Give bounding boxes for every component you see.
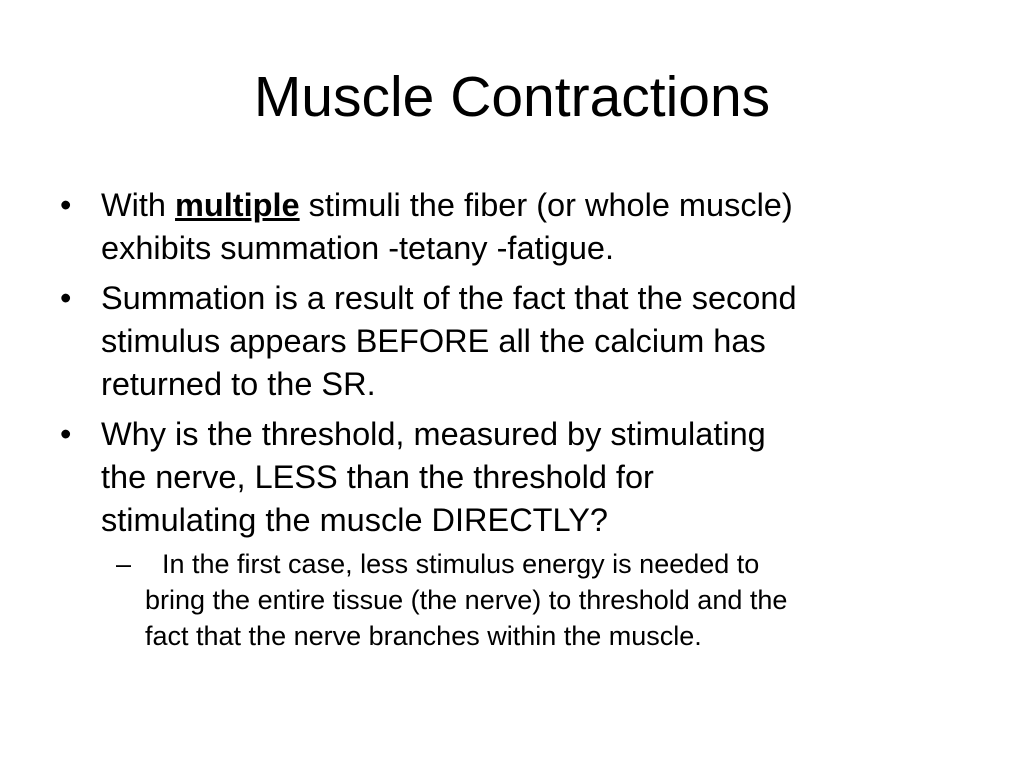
sub-bullet (116, 546, 980, 654)
bullet-2 (60, 277, 980, 406)
bullet-1-text-post: stimuli the fiber (or whole muscle) (299, 187, 793, 223)
sub-bullet-line-3: fact that the nerve branches within the muscle. (145, 621, 702, 651)
sub-bullet-marker: – (116, 549, 132, 579)
sub-bullet-line-2: bring the entire tissue (the nerve) to threshold and the (145, 585, 788, 615)
bullet-1-line-1 (101, 184, 980, 227)
bullet-2-line-1: Summation is a result of the fact that the second (101, 280, 797, 316)
bullet-3-line-2: the nerve, LESS than the threshold for (101, 459, 654, 495)
bullet-1-line-2: exhibits summation -tetany -fatigue. (101, 230, 615, 266)
bullet-3-line-3: stimulating the muscle DIRECTLY? (101, 502, 608, 538)
bullet-marker: • (60, 416, 72, 452)
bullet-2-line-3: returned to the SR. (101, 366, 376, 402)
bullet-3-line-1: Why is the threshold, measured by stimulating (101, 416, 766, 452)
bullet-1 (60, 184, 980, 270)
bullet-2-line-2: stimulus appears BEFORE all the calcium has (101, 323, 766, 359)
bullet-3 (60, 413, 980, 542)
bullet-marker: • (60, 280, 72, 316)
bullet-1-text-pre: With (101, 187, 176, 223)
slide-body (60, 184, 980, 654)
sub-bullet-line-1 (145, 546, 980, 582)
sub-bullet-line-1-text: In the first case, less stimulus energy is needed to (162, 549, 760, 579)
slide-title: Muscle Contractions (253, 65, 771, 129)
bullet-1-emphasis: multiple (175, 187, 300, 223)
bullet-marker: • (60, 187, 72, 223)
